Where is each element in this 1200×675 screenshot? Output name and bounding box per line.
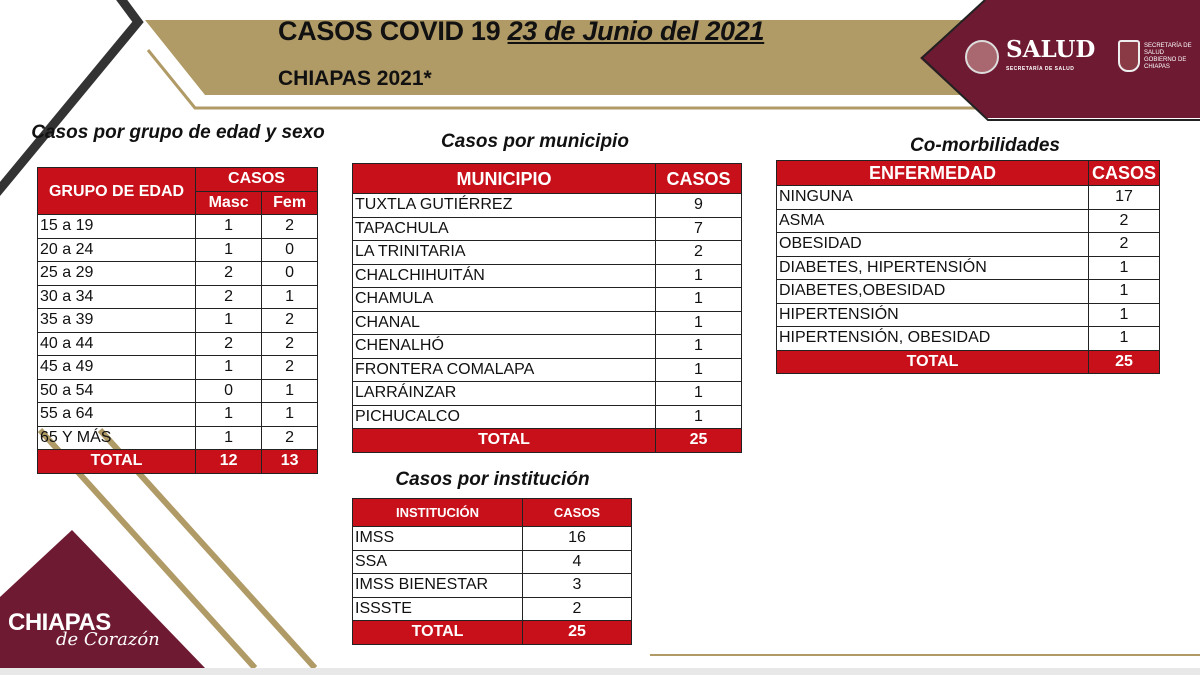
table-row: [777, 256, 1160, 280]
row-value: 4: [523, 550, 632, 574]
row-value: 0: [196, 379, 262, 403]
row-value: 1: [262, 285, 318, 309]
total-value: 25: [656, 429, 742, 453]
row-value: 2: [523, 597, 632, 621]
col-casos: CASOS: [523, 499, 632, 527]
table-row: [777, 327, 1160, 351]
row-value: 1: [196, 426, 262, 450]
row-label: ASMA: [777, 209, 1089, 233]
secretaria-logo: SECRETARÍA DE SALUD GOBIERNO DE CHIAPAS: [1144, 43, 1192, 70]
salud-logo: SALUD: [1006, 36, 1096, 63]
section-title-edad: Casos por grupo de edad y sexo: [31, 122, 325, 143]
table-row: [38, 403, 318, 427]
row-label: HIPERTENSIÓN, OBESIDAD: [777, 327, 1089, 351]
table-row: [38, 426, 318, 450]
row-value: 1: [262, 403, 318, 427]
row-value: 1: [656, 358, 742, 382]
row-label: LARRÁINZAR: [353, 382, 656, 406]
total-value: 25: [1089, 350, 1160, 374]
total-label: TOTAL: [353, 621, 523, 645]
col-casos: CASOS: [656, 164, 742, 194]
row-label: IMSS: [353, 527, 523, 551]
table-row: [353, 405, 742, 429]
age-sex-table: [37, 167, 318, 474]
total-value: 25: [523, 621, 632, 645]
table-row: [353, 550, 632, 574]
col-casos: CASOS: [196, 168, 318, 192]
row-value: 2: [196, 262, 262, 286]
total-label: TOTAL: [353, 429, 656, 453]
row-label: HIPERTENSIÓN: [777, 303, 1089, 327]
row-value: 2: [262, 332, 318, 356]
row-label: ISSSTE: [353, 597, 523, 621]
table-row: [38, 262, 318, 286]
table-row: [38, 356, 318, 380]
table-row: [777, 280, 1160, 304]
salud-logo-sub: SECRETARÍA DE SALUD: [1006, 66, 1075, 72]
total-row: [353, 429, 742, 453]
row-value: 16: [523, 527, 632, 551]
mexico-seal-icon: [965, 40, 999, 74]
row-label: 35 a 39: [38, 309, 196, 333]
col-fem: Fem: [262, 191, 318, 215]
page-subtitle: CHIAPAS 2021*: [278, 67, 432, 90]
row-label: 30 a 34: [38, 285, 196, 309]
row-value: 1: [656, 264, 742, 288]
row-value: 2: [196, 285, 262, 309]
row-value: 1: [196, 309, 262, 333]
chiapas-logo: CHIAPAS: [8, 609, 111, 636]
row-label: 45 a 49: [38, 356, 196, 380]
table-row: [777, 233, 1160, 257]
row-value: 0: [262, 262, 318, 286]
row-value: 1: [262, 379, 318, 403]
total-row: [38, 450, 318, 474]
page-title: CASOS COVID 19 23 de Junio del 2021: [278, 16, 765, 46]
total-row: [353, 621, 632, 645]
row-label: 55 a 64: [38, 403, 196, 427]
table-row: [38, 285, 318, 309]
row-value: 2: [262, 356, 318, 380]
row-value: 9: [656, 194, 742, 218]
table-row: [353, 288, 742, 312]
row-value: 1: [656, 382, 742, 406]
table-row: [353, 382, 742, 406]
corazon-logo: de Corazón: [56, 629, 160, 650]
row-value: 7: [656, 217, 742, 241]
table-row: [38, 238, 318, 262]
row-value: 2: [196, 332, 262, 356]
col-casos: CASOS: [1089, 161, 1160, 186]
row-label: 20 a 24: [38, 238, 196, 262]
row-label: CHENALHÓ: [353, 335, 656, 359]
table-row: [38, 215, 318, 239]
row-label: 50 a 54: [38, 379, 196, 403]
section-title-comorbilidades: Co-morbilidades: [910, 135, 1060, 156]
row-value: 2: [656, 241, 742, 265]
table-row: [353, 597, 632, 621]
total-row: [777, 350, 1160, 374]
row-value: 1: [196, 356, 262, 380]
col-institucion: INSTITUCIÓN: [353, 499, 523, 527]
row-value: 1: [1089, 327, 1160, 351]
row-value: 2: [262, 309, 318, 333]
row-value: 1: [196, 238, 262, 262]
row-value: 3: [523, 574, 632, 598]
table-row: [353, 335, 742, 359]
row-label: PICHUCALCO: [353, 405, 656, 429]
row-value: 0: [262, 238, 318, 262]
municipio-table: [352, 163, 742, 453]
table-row: [353, 241, 742, 265]
row-label: TUXTLA GUTIÉRREZ: [353, 194, 656, 218]
row-value: 1: [1089, 303, 1160, 327]
row-label: DIABETES, HIPERTENSIÓN: [777, 256, 1089, 280]
row-value: 2: [262, 426, 318, 450]
row-value: 1: [196, 403, 262, 427]
col-municipio: MUNICIPIO: [353, 164, 656, 194]
row-label: 65 Y MÁS: [38, 426, 196, 450]
row-label: DIABETES,OBESIDAD: [777, 280, 1089, 304]
row-label: IMSS BIENESTAR: [353, 574, 523, 598]
col-masc: Masc: [196, 191, 262, 215]
row-value: 1: [656, 288, 742, 312]
row-label: OBESIDAD: [777, 233, 1089, 257]
row-label: NINGUNA: [777, 186, 1089, 210]
institucion-table: [352, 498, 632, 645]
row-value: 1: [656, 405, 742, 429]
row-label: 25 a 29: [38, 262, 196, 286]
col-enfermedad: ENFERMEDAD: [777, 161, 1089, 186]
table-row: [353, 311, 742, 335]
row-label: TAPACHULA: [353, 217, 656, 241]
table-row: [38, 309, 318, 333]
row-value: 2: [1089, 209, 1160, 233]
row-value: 1: [656, 335, 742, 359]
total-value: 13: [262, 450, 318, 474]
row-label: CHALCHIHUITÁN: [353, 264, 656, 288]
row-value: 1: [1089, 280, 1160, 304]
total-label: TOTAL: [777, 350, 1089, 374]
table-row: [353, 217, 742, 241]
chiapas-shield-icon: [1118, 40, 1140, 72]
row-label: 40 a 44: [38, 332, 196, 356]
report-date: 23 de Junio del 2021: [507, 16, 765, 46]
row-value: 17: [1089, 186, 1160, 210]
table-row: [353, 358, 742, 382]
table-row: [777, 209, 1160, 233]
table-row: [353, 574, 632, 598]
row-label: CHANAL: [353, 311, 656, 335]
row-value: 2: [1089, 233, 1160, 257]
table-row: [353, 264, 742, 288]
row-value: 1: [1089, 256, 1160, 280]
table-row: [38, 379, 318, 403]
row-value: 1: [196, 215, 262, 239]
total-value: 12: [196, 450, 262, 474]
total-label: TOTAL: [38, 450, 196, 474]
row-label: 15 a 19: [38, 215, 196, 239]
table-row: [38, 332, 318, 356]
table-row: [777, 186, 1160, 210]
row-value: 2: [262, 215, 318, 239]
section-title-institucion: Casos por institución: [395, 469, 590, 490]
row-label: LA TRINITARIA: [353, 241, 656, 265]
col-grupo: GRUPO DE EDAD: [38, 168, 196, 215]
comorbilidades-table: [776, 160, 1160, 374]
table-row: [777, 303, 1160, 327]
section-title-municipio: Casos por municipio: [441, 131, 629, 152]
row-label: FRONTERA COMALAPA: [353, 358, 656, 382]
table-row: [353, 527, 632, 551]
row-label: SSA: [353, 550, 523, 574]
row-value: 1: [656, 311, 742, 335]
table-row: [353, 194, 742, 218]
dark-chevron-line: [0, 0, 138, 195]
row-label: CHAMULA: [353, 288, 656, 312]
